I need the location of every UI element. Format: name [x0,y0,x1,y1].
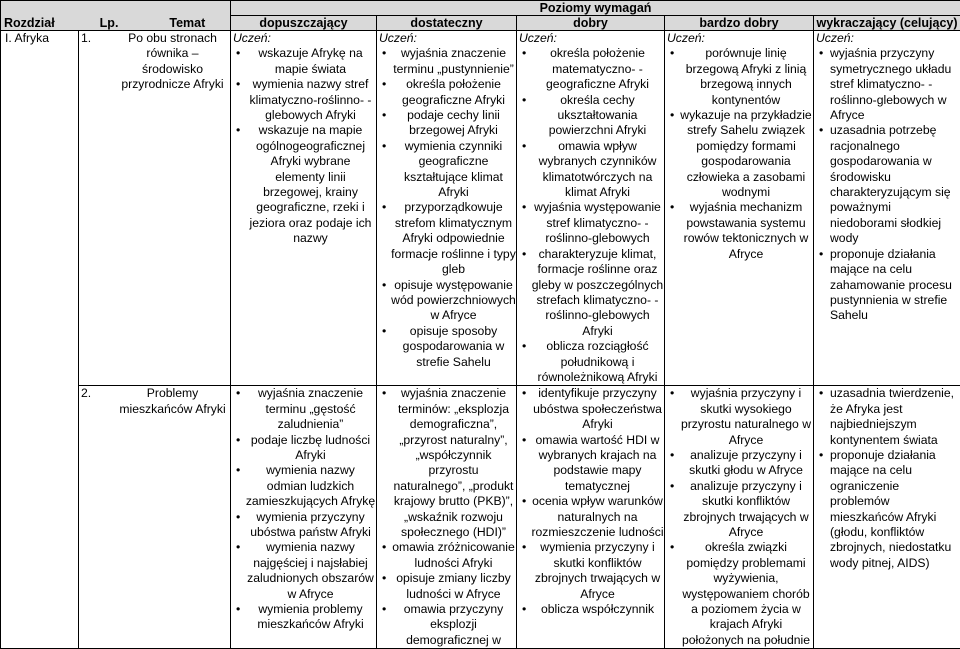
list-item: • określa związki pomiędzy problemami wyżywienia, występowaniem chorób a poziomem życia w krajach Afryki położonych na południe [667,540,813,648]
list-item: • wyjaśnia znaczenie terminu „gęstość zaludnienia” [233,386,376,432]
list-item: • wymienia przyczyny ubóstwa państw Afryki [233,510,376,541]
list-item: • analizuje przyczyny i skutki konfliktów zbrojnych trwających w Afryce [667,479,813,541]
list-item: • wykazuje na przykładzie strefy Sahelu związek pomiędzy formami gospodarowania człowieka a zasobami wodnymi [667,108,813,200]
requirement-cell [231,31,377,386]
list-item: • proponuje działania mające na celu zahamowanie procesu pustynnienia w strefie Sahelu [816,247,960,324]
list-item: • określa położenie geograficzne Afryki [379,77,516,108]
requirement-list [667,46,813,262]
list-item: • ocenia wpływ warunków naturalnych na rozmieszczenie ludności [519,494,664,540]
list-item: • wymienia problemy mieszkańców Afryki [233,602,376,633]
list-item: • wymienia przyczyny i skutki konfliktów zbrojnych trwających w Afryce [519,540,664,602]
cell-label: Uczeń: [379,31,516,46]
requirement-list [379,46,516,370]
list-item: • wyjaśnia znaczenie terminu „pustynnienie” [379,46,516,77]
header-poziomy: Poziomy wymagań [231,1,960,16]
requirement-list [816,386,960,571]
requirement-list [519,46,664,385]
list-item: • omawia zróżnicowanie ludności Afryki [379,540,516,571]
list-item: • przyporządkowuje strefom klimatycznym Afryki odpowiednie formacje roślinne i typy gleb [379,200,516,277]
list-item: • wymienia nazwy stref klimatyczno-roślinno- -glebowych Afryki [233,77,376,123]
list-item: • oblicza współczynnik [519,602,664,617]
list-item: • wymienia nazwy najgęściej i najsłabiej zaludnionych obszarów w Afryce [233,540,376,602]
chapter-cell: I. Afryka [1,31,79,386]
list-item: • podaje cechy linii brzegowej Afryki [379,108,516,139]
requirement-cell [665,31,814,386]
list-item: • wyjaśnia mechanizm powstawania systemu rowów tektonicznych w Afryce [667,200,813,262]
requirement-cell [665,386,814,649]
requirement-cell [814,386,960,649]
header-row-levels-title [1,1,960,16]
list-item: • wskazuje Afrykę na mapie świata [233,46,376,77]
header-lp: Lp. [100,16,119,30]
requirement-list [233,386,376,633]
header-level-1: dostateczny [377,16,517,31]
list-item: • wyjaśnia przyczyny i skutki wysokiego przyrostu naturalnego w Afryce [667,386,813,448]
list-item: • charakteryzuje klimat, formacje roślinne oraz gleby w poszczególnych strefach klimatyczno- -roślinno-glebowych Afryki [519,247,664,339]
list-item: • omawia wpływ wybranych czynników klimatotwórczych na klimat Afryki [519,139,664,201]
list-item: • identyfikuje przyczyny ubóstwa społeczeństwa Afryki [519,386,664,432]
row-number: 2. [81,386,115,417]
list-item: • oblicza rozciągłość południkową i równoleżnikową Afryki [519,339,664,385]
list-item: • wymienia nazwy odmian ludzkich zamieszkujących Afrykę [233,463,376,509]
row-number: 1. [81,31,115,93]
list-item: • określa cechy ukształtowania powierzchni Afryki [519,93,664,139]
list-item: • opisuje sposoby gospodarowania w strefie Sahelu [379,324,516,370]
requirement-list [519,386,664,617]
requirement-cell [814,31,960,386]
header-temat: Temat [169,16,205,30]
list-item: • proponuje działania mające na celu ograniczenie problemów mieszkańców Afryki (głodu, konfliktów zbrojnych, niedostatku wody pitnej, AIDS) [816,448,960,571]
topic-cell [79,31,231,386]
cell-label: Uczeń: [816,31,960,46]
header-rozdzial: Rozdział [4,16,55,30]
list-item: • analizuje przyczyny i skutki głodu w Afryce [667,448,813,479]
requirement-cell [377,31,517,386]
topic-cell [79,386,231,649]
header-level-2: dobry [517,16,665,31]
requirement-cell [377,386,517,649]
requirement-list [379,386,516,648]
header-blank [1,1,231,16]
list-item: • wskazuje na mapie ogólnogeograficznej Afryki wybrane elementy linii brzegowej, krainy geograficzne, rzeki i jeziora oraz podaje ich nazwy [233,123,376,246]
requirement-cell [517,386,665,649]
header-level-3: bardzo dobry [665,16,814,31]
header-level-4: wykraczający (celujący) [814,16,960,31]
requirement-list [816,46,960,323]
chapter-cell [1,386,79,649]
cell-label: Uczeń: [519,31,664,46]
table-row [1,386,960,649]
requirement-cell [231,386,377,649]
list-item: • opisuje zmiany liczby ludności w Afryce [379,571,516,602]
list-item: • wymienia czynniki geograficzne kształtujące klimat Afryki [379,139,516,201]
requirement-list [667,386,813,648]
header-level-0: dopuszczający [231,16,377,31]
list-item: • wyjaśnia przyczyny symetrycznego układu stref klimatyczno- -roślinno-glebowych w Afryce [816,46,960,123]
topic-text: Po obu stronach równika – środowisko przyrodnicze Afryki [115,31,230,93]
cell-label: Uczeń: [667,31,813,46]
list-item: • porównuje linię brzegową Afryki z linią brzegową innych kontynentów [667,46,813,108]
topic-text: Problemy mieszkańców Afryki [115,386,230,417]
list-item: • uzasadnia potrzebę racjonalnego gospodarowania w środowisku charakteryzującym się poważnymi niedoborami słodkiej wody [816,123,960,246]
list-item: • wyjaśnia występowanie stref klimatyczno- -roślinno-glebowych [519,200,664,246]
list-item: • omawia wartość HDI w wybranych krajach na podstawie mapy tematycznej [519,433,664,495]
list-item: • określa położenie matematyczno- -geograficzne Afryki [519,46,664,92]
table-row [1,31,960,386]
requirement-cell [517,31,665,386]
list-item: • omawia przyczyny eksplozji demograficznej w [379,602,516,648]
list-item: • uzasadnia twierdzenie, że Afryka jest najbiedniejszym kontynentem świata [816,386,960,448]
list-item: • wyjaśnia znaczenie terminów: „eksplozja demograficzna”, „przyrost naturalny”, „współczynnik przyrostu naturalnego”, „produkt krajowy brutto (PKB)”, „wskaźnik rozwoju społecznego (HDI)” [379,386,516,540]
list-item: • podaje liczbę ludności Afryki [233,433,376,464]
header-left [1,16,231,31]
cell-label: Uczeń: [233,31,376,46]
header-row [1,16,960,31]
list-item: • opisuje występowanie wód powierzchniowych w Afryce [379,278,516,324]
requirement-list [233,46,376,246]
